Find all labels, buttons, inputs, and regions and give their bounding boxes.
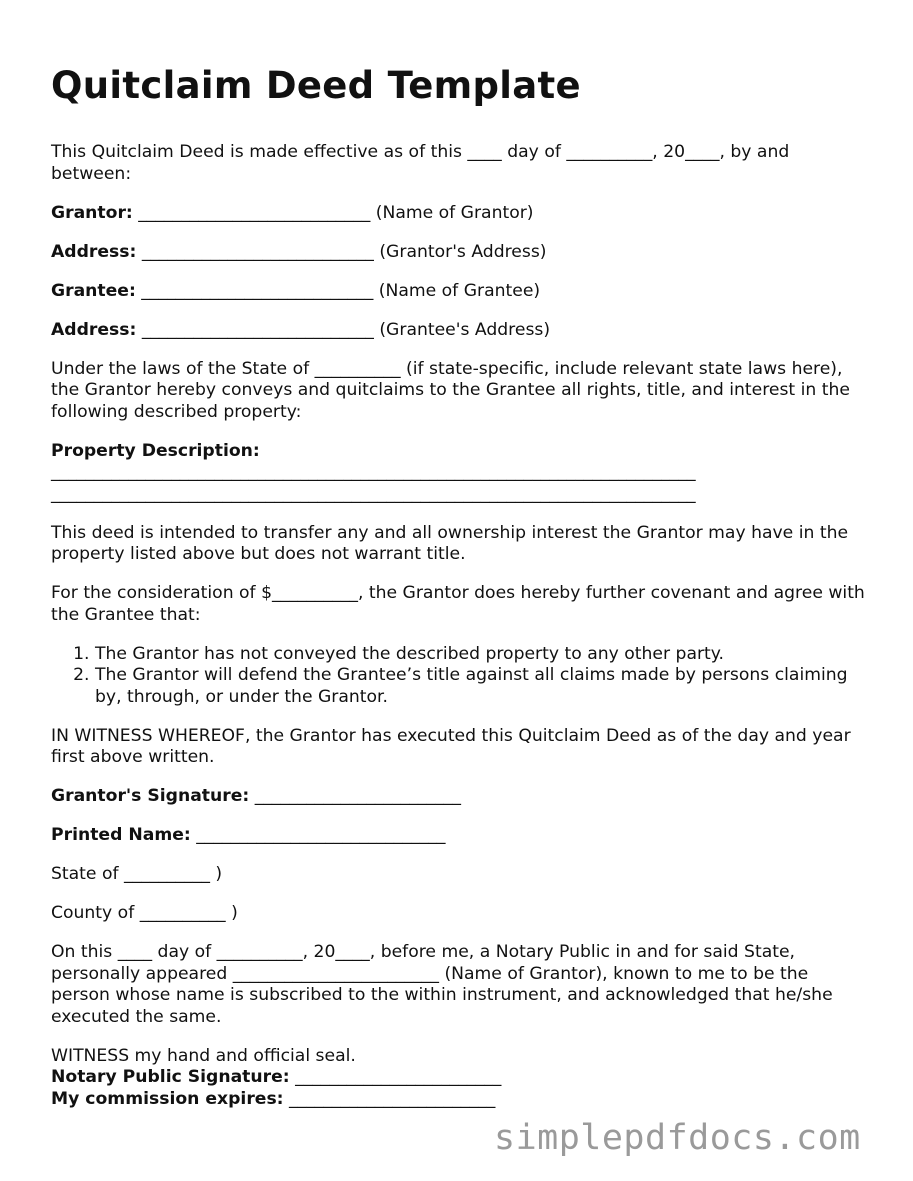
property-description-label: Property Description: xyxy=(51,440,260,461)
property-description-line-1: ___________________________________________________________________________ xyxy=(51,462,696,482)
commission-expires-field xyxy=(51,1089,866,1111)
printed-name-blank: _____________________________ xyxy=(196,825,446,845)
grantee-blank: ___________________________ (Name of Grantee) xyxy=(141,280,541,301)
notary-signature-label: Notary Public Signature: xyxy=(51,1067,290,1087)
conveyance-paragraph: Under the laws of the State of __________ (if state-specific, include relevant state laws here), the Grantor hereby conveys and quitclaims to the Grantee all rights, title, and interest in the following described property: xyxy=(51,358,850,422)
grantor-address-label: Address: xyxy=(51,241,137,262)
grantee-address-blank: ___________________________ (Grantee's Address) xyxy=(141,319,551,340)
grantor-address-field xyxy=(51,242,866,264)
notary-signature-blank: ________________________ xyxy=(295,1067,502,1087)
grantor-blank: ___________________________ (Name of Grantor) xyxy=(138,202,534,223)
grantor-signature-blank: ________________________ xyxy=(254,786,461,806)
watermark: simplepdfdocs.com xyxy=(494,1118,861,1158)
grantee-name-field xyxy=(51,281,866,303)
intro-paragraph: This Quitclaim Deed is made effective as of this ____ day of __________, 20____, by and between: xyxy=(51,142,790,184)
grantee-address-label: Address: xyxy=(51,319,137,340)
document-title: Quitclaim Deed Template xyxy=(51,64,581,107)
grantor-name-field xyxy=(51,203,866,225)
witness-clause: IN WITNESS WHEREOF, the Grantor has executed this Quitclaim Deed as of the day and year first above written. xyxy=(51,725,851,767)
county-line: County of __________ ) xyxy=(51,903,238,923)
printed-name-field xyxy=(51,825,866,847)
notary-acknowledgment: On this ____ day of __________, 20____, before me, a Notary Public in and for said State, personally appeared ________________________ (Name of Grantor), known to me to be the person whose name is subscribed to the within instrument, and acknowledged that he/she executed the same. xyxy=(51,942,833,1027)
grantor-signature-label: Grantor's Signature: xyxy=(51,786,250,806)
intent-paragraph: This deed is intended to transfer any and all ownership interest the Grantor may have in the property listed above but does not warrant title. xyxy=(51,522,849,564)
commission-expires-blank: ________________________ xyxy=(289,1088,496,1109)
witness-seal-line: WITNESS my hand and official seal. xyxy=(51,1045,356,1066)
covenant-item: 2. The Grantor will defend the Grantee’s title against all claims made by persons claiming by, through, or under the Grantor. xyxy=(95,665,866,708)
property-description-line-2: ___________________________________________________________________________ xyxy=(51,483,696,504)
covenant-list xyxy=(51,644,866,709)
document xyxy=(51,60,866,1110)
grantor-address-blank: ___________________________ (Grantor's Address) xyxy=(141,241,547,262)
state-line: State of __________ ) xyxy=(51,864,223,884)
commission-expires-label: My commission expires: xyxy=(51,1088,284,1109)
grantee-address-field xyxy=(51,320,866,342)
consideration-paragraph: For the consideration of $__________, the Grantor does hereby further covenant and agree with the Grantee that: xyxy=(51,583,865,625)
grantee-label: Grantee: xyxy=(51,280,136,301)
printed-name-label: Printed Name: xyxy=(51,825,191,845)
grantor-signature-field xyxy=(51,786,866,808)
notary-signature-field xyxy=(51,1067,866,1089)
covenant-item: 1. The Grantor has not conveyed the described property to any other party. xyxy=(95,644,866,666)
grantor-label: Grantor: xyxy=(51,202,133,223)
